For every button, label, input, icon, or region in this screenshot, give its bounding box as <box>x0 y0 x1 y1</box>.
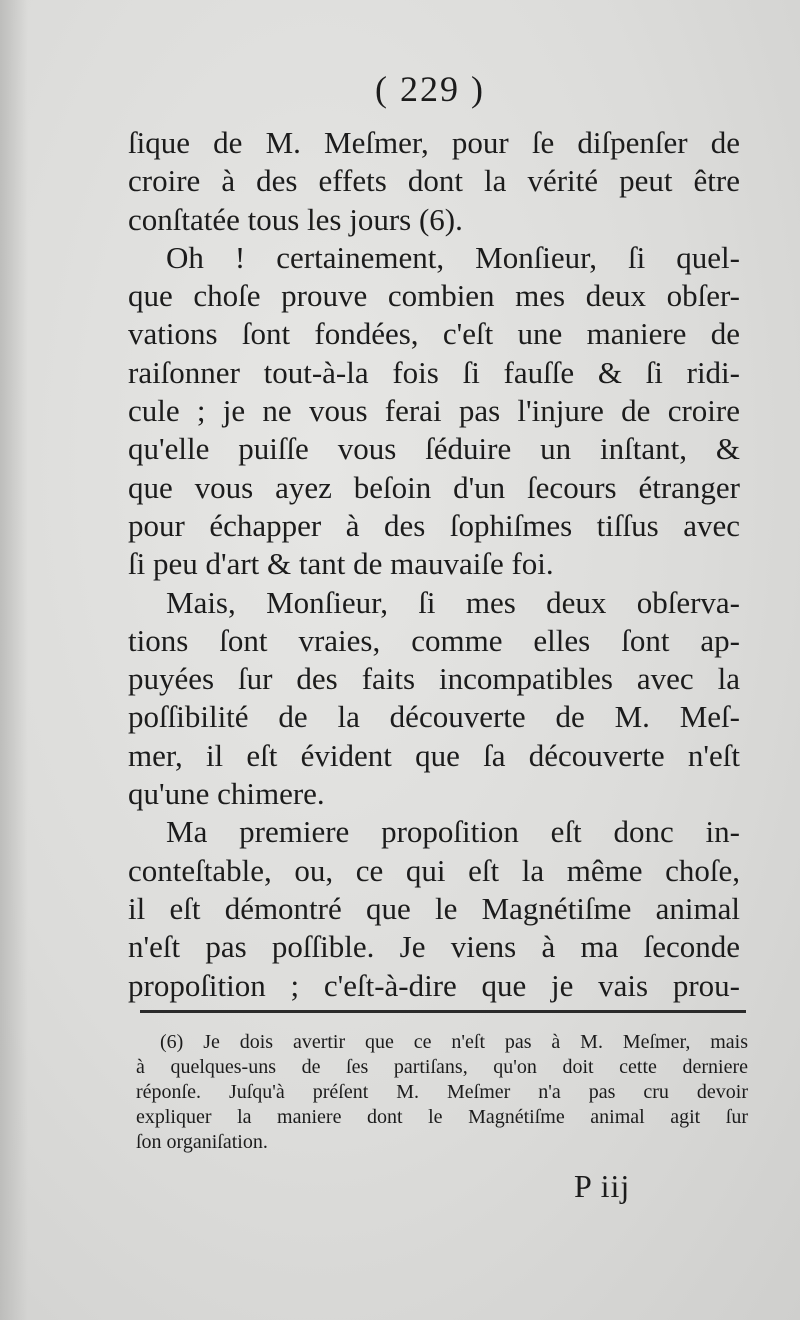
text-line: tions ſont vraies, comme elles ſont ap- <box>128 622 740 658</box>
text-line: croire à des effets dont la vérité peut être <box>128 163 740 199</box>
text-line: Oh ! certainement, Monſieur, ſi quel- <box>166 239 740 275</box>
text-line: il eſt démontré que le Magnétiſme animal <box>128 890 740 926</box>
text-line: propoſition ; c'eſt-à-dire que je vais prou- <box>128 967 740 1003</box>
text-line: n'eſt pas poſſible. Je viens à ma ſeconde <box>128 929 740 965</box>
signature-mark: P iij <box>574 1168 631 1204</box>
footnote-line: à quelques-uns de ſes partiſans, qu'on doit cette derniere <box>136 1056 748 1078</box>
text-line: cule ; je ne vous ferai pas l'injure de croire <box>128 393 740 429</box>
text-line: raiſonner tout-à-la fois ſi fauſſe & ſi ridi- <box>128 354 740 390</box>
text-line: puyées ſur des faits incompatibles avec la <box>128 661 740 697</box>
text-line: Ma premiere propoſition eſt donc in- <box>166 814 740 850</box>
text-line: poſſibilité de la découverte de M. Meſ- <box>128 699 740 735</box>
footnote-line: ſon organiſation. <box>136 1131 268 1153</box>
text-line: que choſe prouve combien mes deux obſer- <box>128 278 740 314</box>
text-line: qu'une chimere. <box>128 776 325 812</box>
text-line: mer, il eſt évident que ſa découverte n'eſt <box>128 737 740 773</box>
footnote <box>136 1030 748 1155</box>
text-line: qu'elle puiſſe vous ſéduire un inſtant, & <box>128 431 740 467</box>
footnote-line: expliquer la maniere dont le Magnétiſme animal agit ſur <box>136 1106 748 1128</box>
text-line: conteſtable, ou, ce qui eſt la même choſe, <box>128 852 740 888</box>
text-line: ſi peu d'art & tant de mauvaiſe foi. <box>128 546 554 582</box>
text-line: pour échapper à des ſophiſmes tiſſus avec <box>128 507 740 543</box>
footnote-line: (6) Je dois avertir que ce n'eſt pas à M. Meſmer, mais <box>160 1031 748 1053</box>
text-line: vations ſont fondées, c'eſt une maniere de <box>128 316 740 352</box>
text-line: Mais, Monſieur, ſi mes deux obſerva- <box>166 584 740 620</box>
page-number: ( 229 ) <box>375 69 485 109</box>
text-line: ſique de M. Meſmer, pour ſe diſpenſer de <box>128 125 740 160</box>
footnote-separator-rule <box>140 1010 746 1013</box>
footnote-line: réponſe. Juſqu'à préſent M. Meſmer n'a pas cru devoir <box>136 1081 748 1103</box>
main-text <box>128 124 740 1005</box>
text-line: conſtatée tous les jours (6). <box>128 201 463 237</box>
text-line: que vous ayez beſoin d'un ſecours étranger <box>128 469 740 505</box>
page-edge-shadow <box>0 0 28 1320</box>
